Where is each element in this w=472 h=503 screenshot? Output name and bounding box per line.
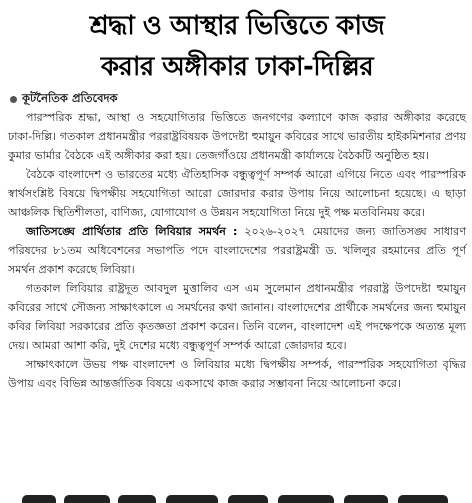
headline-line-2: করার অঙ্গীকার ঢাকা-দিল্লির	[100, 52, 374, 82]
paragraph-5: সাক্ষাৎকালে উভয় পক্ষ বাংলাদেশ ও লিবিয়ার মধ্যে দ্বিপক্ষীয় সম্পর্ক, পারস্পরিক সহযোগিতা বৃদ্ধির উপায় এবং বিভিন্ন আন্তর্জাতিক বিষয়ে একসাথে কাজ করার সম্ভাবনা নিয়ে আলোচনা করে।	[8, 358, 466, 390]
paragraph-1: পারস্পরিক শ্রদ্ধা, আস্থা ও সহযোগিতার ভিত্তিতে জনগণের কল্যাণে কাজ করার অঙ্গীকার করেছে ঢাকা-দিল্লি। গতকাল প্রধানমন্ত্রীর পররাষ্ট্রবিষয়ক উপদেষ্টা হুমায়ুন কবিরের সাথে ভারতীয় হাইকমিশনার প্রণয় কুমার ভার্মার বৈঠকে এই অঙ্গীকার করা হয়। তেজগাঁওয়ে প্রধানমন্ত্রী কার্যালয়ে বৈঠকটি অনুষ্ঠিত হয়।	[8, 111, 466, 162]
bullet-icon	[10, 96, 17, 103]
paragraph-2: বৈঠকে বাংলাদেশ ও ভারতের মধ্যে ঐতিহাসিক বন্ধুত্বপূর্ণ সম্পর্ক আরো এগিয়ে নিতে এবং পারস্পরিক স্বার্থসংশ্লিষ্ট বিষয়ে দ্বিপক্ষীয় সহযোগিতা আরো জোরদার করার উপায় নিয়ে আলোচনা হয়েছে। এ ছাড়া আঞ্চলিক স্থিতিশীলতা, বাণিজ্য, যোগাযোগ ও উন্নয়ন সহযোগিতা নিয়ে দুই পক্ষ মতবিনিময় করে।	[8, 168, 466, 219]
paragraph-4: গতকাল লিবিয়ার রাষ্ট্রদূত আবদুল মুত্তালিব এস এম সুলেমান প্রধানমন্ত্রীর পররাষ্ট্র উপদেষ্টা হুমায়ুন কবিরের সাথে সৌজন্য সাক্ষাৎকালে এ সমর্থনের কথা জানান। বাংলাদেশের প্রার্থীকে সমর্থনের জন্য হুমায়ুন কবির লিবিয়া সরকারের প্রতি কৃতজ্ঞতা প্রকাশ করেন। তিনি বলেন, বাংলাদেশ এই পদক্ষেপকে অত্যন্ত মূল্য দেয়। আমরা আশা করি, দুই দেশের মধ্যে বন্ধুত্বপূর্ণ সম্পর্ক আরো জোরদার হবে।	[8, 282, 466, 352]
article-body	[8, 108, 466, 393]
next-headline-cutoff	[0, 493, 472, 503]
byline-text: কূটনৈতিক প্রতিবেদক	[22, 90, 118, 105]
byline	[8, 90, 466, 108]
paragraph-3-text: ২০২৬-২০২৭ মেয়াদের জন্য জাতিসঙ্ঘ সাধারণ পরিষদের ৮১তম অধিবেশনের সভাপতি পদে বাংলাদেশের পররাষ্ট্রমন্ত্রী ড. খলিলুর রহমানের প্রতি পূর্ণ সমর্থন প্রকাশ করেছে লিবিয়া।	[8, 225, 467, 276]
headline-line-1: শ্রদ্ধা ও আস্থার ভিত্তিতে কাজ	[89, 11, 385, 41]
paragraph-3	[8, 222, 466, 279]
subheading: জাতিসঙ্ঘে প্রার্থিতার প্রতি লিবিয়ার সমর্থন :	[26, 225, 238, 238]
